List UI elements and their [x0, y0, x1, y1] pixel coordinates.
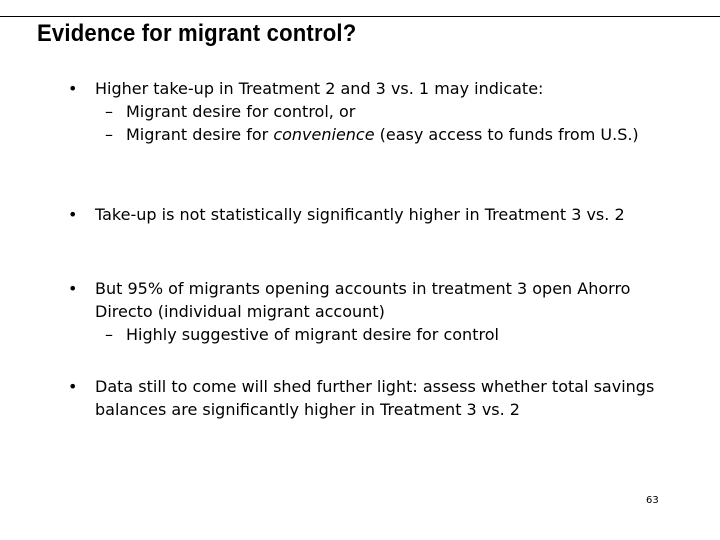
sub-text: Migrant desire for control, or	[126, 102, 356, 121]
top-rule	[0, 16, 720, 17]
bullet-item	[68, 375, 675, 421]
page-number: 63	[646, 495, 659, 506]
bullet-text: Take-up is not statistically significantly higher in Treatment 3 vs. 2	[95, 205, 625, 224]
slide-title: Evidence for migrant control?	[37, 20, 357, 47]
bullet-text: Higher take-up in Treatment 2 and 3 vs. 1 may indicate:	[95, 79, 544, 98]
sub-text: (easy access to funds from U.S.)	[374, 125, 639, 144]
bullet-icon: •	[68, 279, 78, 298]
sub-text: Highly suggestive of migrant desire for control	[126, 325, 499, 344]
dash-icon: –	[105, 125, 113, 144]
bullet-item	[68, 77, 675, 146]
bullet-icon: •	[68, 205, 78, 224]
sub-item	[95, 123, 675, 146]
bullet-item	[68, 277, 675, 346]
bullet-icon: •	[68, 377, 78, 396]
dash-icon: –	[105, 325, 113, 344]
dash-icon: –	[105, 102, 113, 121]
bullet-text: But 95% of migrants opening accounts in treatment 3 open Ahorro Directo (individual migrant account)	[95, 279, 631, 321]
sub-text: Migrant desire for	[126, 125, 274, 144]
sub-item	[95, 323, 675, 346]
sub-item	[95, 100, 675, 123]
bullet-text: Data still to come will shed further light: assess whether total savings balances are significantly higher in Treatment 3 vs. 2	[95, 377, 655, 419]
bullet-item	[68, 203, 675, 226]
bullet-icon: •	[68, 79, 78, 98]
emphasis-text: convenience	[273, 125, 375, 144]
